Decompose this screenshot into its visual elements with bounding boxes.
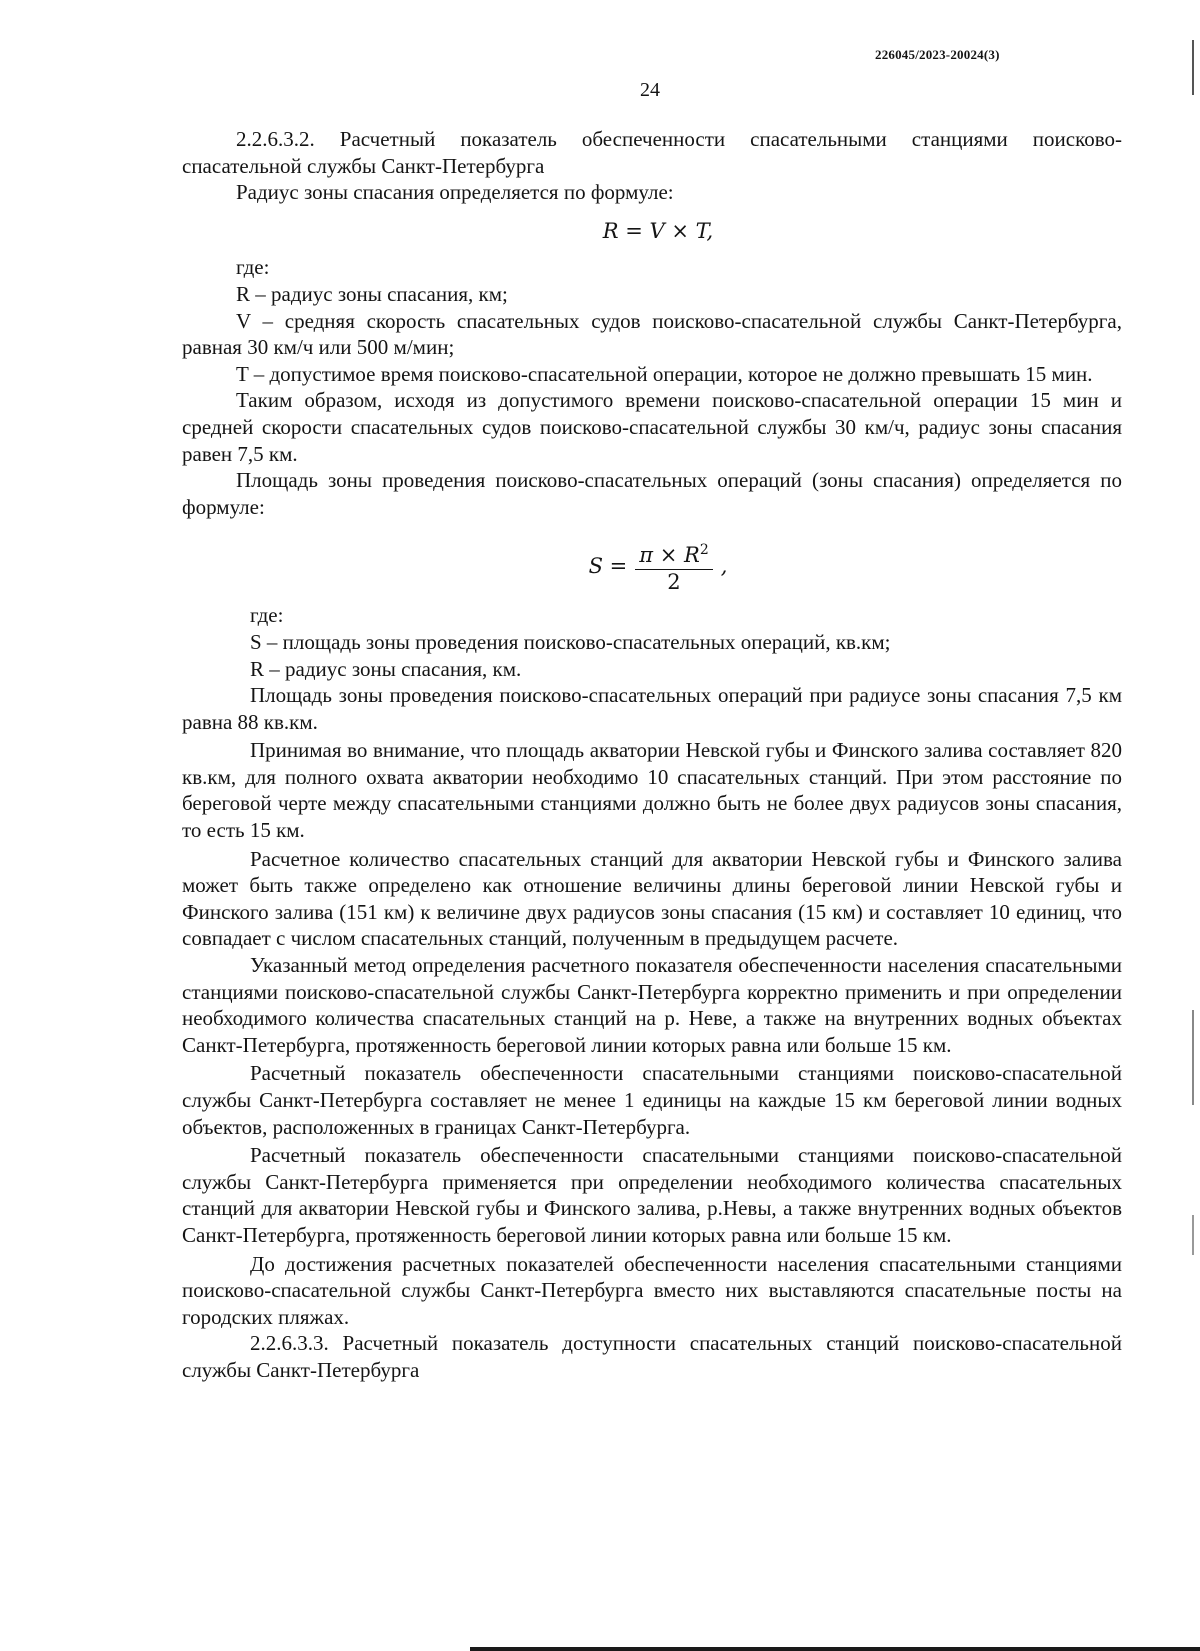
indicator-value: Расчетный показатель обеспеченности спасательными станциями поисково-спасательной службы Санкт-Петербурга составляет не менее 1 единицы на каждые 15 км береговой линии водных объектов, расположенных в границах Санкт-Петербурга. (182, 1061, 1122, 1139)
where-label: где: (236, 255, 270, 280)
indicator-usage: Расчетный показатель обеспеченности спасательными станциями поисково-спасательной службы Санкт-Петербурга применяется при определении необходимого количества спасательных станций для акватории Невской губы и Финского залива, р.Невы, а также внутренних водных объектов Санкт-Петербурга, протяженность береговой линии которых равна или больше 15 км. (182, 1143, 1122, 1247)
formula-area-trail: , (720, 554, 728, 579)
section-title: 2.2.6.3.2. Расчетный показатель обеспеченности спасательными станциями поисково-спасательной службы Санкт-Петербурга (182, 127, 1122, 178)
next-section-title: 2.2.6.3.3. Расчетный показатель доступности спасательных станций поисково-спасательной службы Санкт-Петербурга (182, 1331, 1122, 1382)
stations-alternative: Расчетное количество спасательных станций для акватории Невской губы и Финского залива может быть также определено как отношение величины длины береговой линии Невской губы и Финского залива (151 км) к величине двух радиусов зоны спасания (15 км) и составляет 10 единиц, что совпадает с числом спасательных станций, полученным в предыдущем расчете. (182, 846, 1122, 951)
stations-count: Принимая во внимание, что площадь акватории Невской губы и Финского залива составляет 820 кв.км, для полного охвата акватории необходимо 10 спасательных станций. При этом расстояние по береговой черте между спасательными станциями должно быть не более двух радиусов зоны спасания, то есть 15 км. (182, 738, 1122, 843)
formula-area (182, 538, 1122, 594)
definition-r2: R – радиус зоны спасания, км. (250, 656, 522, 681)
area-intro: Площадь зоны проведения поисково-спасательных операций (зоны спасания) определяется по формуле: (182, 468, 1122, 519)
document-number: 226045/2023-20024(3) (875, 47, 1000, 62)
document-body (182, 126, 1122, 1384)
interim-posts: До достижения расчетных показателей обеспеченности населения спасательными станциями поисково-спасательной службы Санкт-Петербурга вместо них выставляются спасательные посты на городских пляжах. (182, 1251, 1122, 1329)
formula-area-denominator: 2 (667, 570, 681, 595)
method-note: Указанный метод определения расчетного показателя обеспеченности населения спасательными станциями поисково-спасательной службы Санкт-Петербурга корректно применить и при определении необходимого количества спасательных станций на р. Неве, а также на внутренних водных объектах Санкт-Петербурга, протяженность береговой линии которых равна или больше 15 км. (182, 953, 1122, 1057)
formula-area-lhs: S = (588, 554, 628, 579)
definition-r: R – радиус зоны спасания, км; (236, 281, 508, 306)
scan-edge-mark (1192, 1215, 1194, 1255)
scan-bottom-edge (470, 1647, 1200, 1651)
area-result: Площадь зоны проведения поисково-спасательных операций при радиусе зоны спасания 7,5 км равна 88 кв.км. (182, 683, 1122, 734)
formula-area-fraction (635, 538, 712, 594)
definition-t: T – допустимое время поисково-спасательной операции, которое не должно превышать 15 мин. (236, 361, 1093, 386)
scan-edge-mark (1192, 1010, 1194, 1105)
definition-s: S – площадь зоны проведения поисково-спасательных операций, кв.км; (250, 629, 891, 654)
radius-result: Таким образом, исходя из допустимого времени поисково-спасательной операции 15 мин и средней скорости спасательных судов поисково-спасательной службы 30 км/ч, радиус зоны спасания равен 7,5 км. (182, 388, 1122, 466)
page-number: 24 (640, 79, 660, 101)
definition-v: V – средняя скорость спасательных судов поисково-спасательной службы Санкт-Петербурга, равная 30 км/ч или 500 м/мин; (182, 308, 1122, 360)
radius-intro: Радиус зоны спасания определяется по формуле: (236, 180, 674, 205)
formula-radius: R = V × T, (602, 218, 714, 243)
formula-area-exponent: 2 (699, 542, 709, 559)
where-label: где: (250, 603, 284, 628)
formula-area-numerator: $\pi \times R^2$ (635, 538, 712, 570)
